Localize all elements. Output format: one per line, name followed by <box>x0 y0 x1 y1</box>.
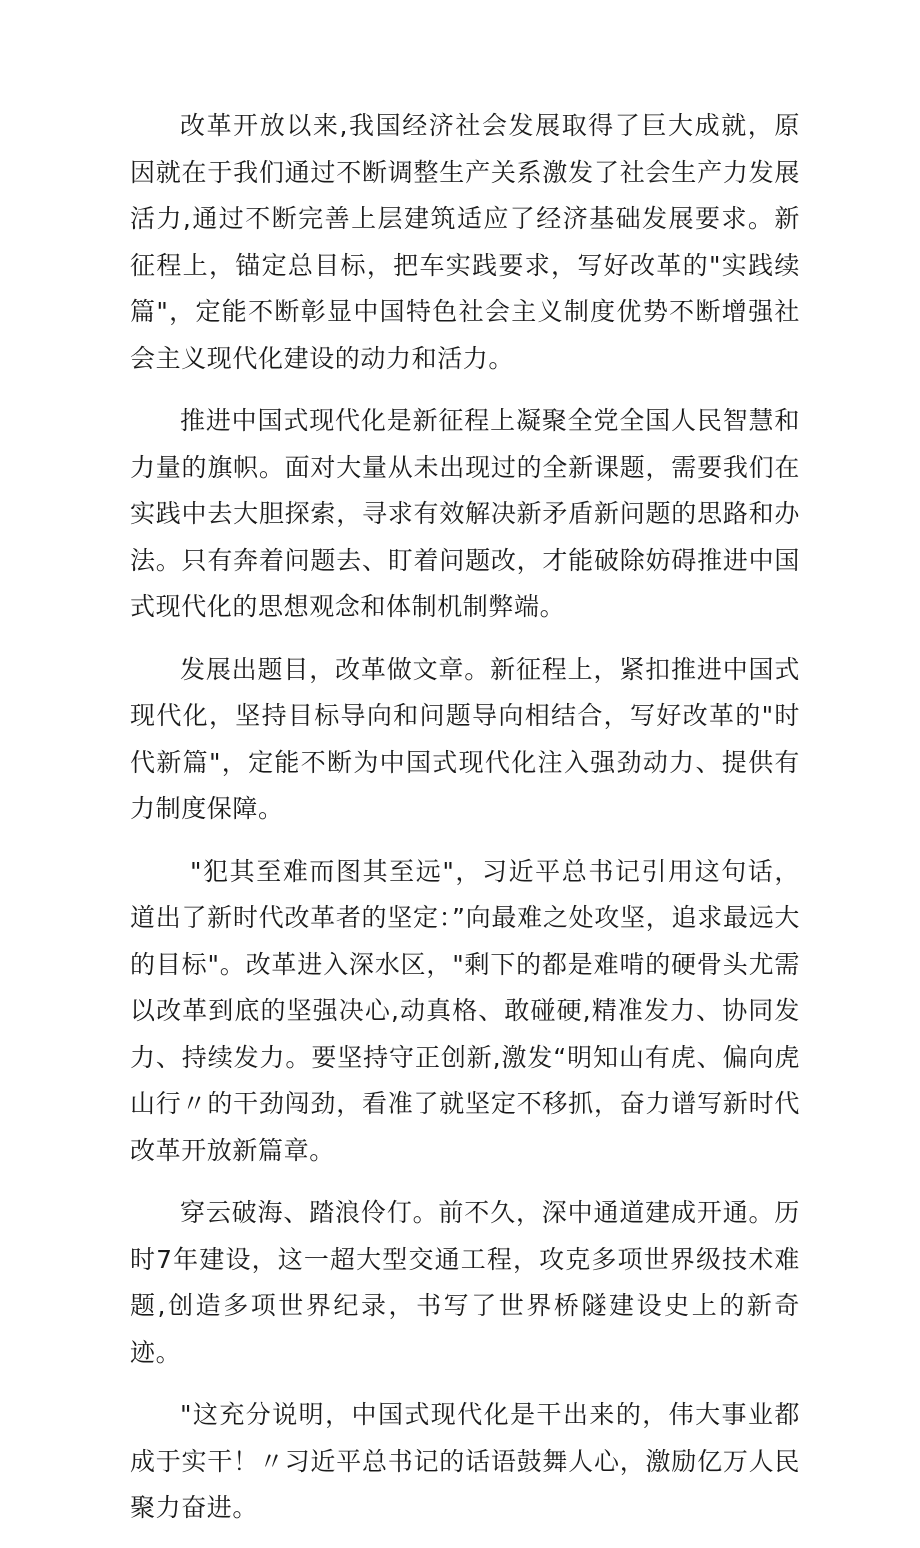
paragraph-3: 发展出题目，改革做文章。新征程上，紧扣推进中国式现代化，坚持目标导向和问题导向相结合，写好改革的"时代新篇"，定能不断为中国式现代化注入强劲动力、提供有力制度保障。 <box>130 654 800 823</box>
paragraph-4: "犯其至难而图其至远"，习近平总书记引用这句话，道出了新时代改革者的坚定：”向最难之处攻坚，追求最远大的目标"。改革进入深水区，"剩下的都是难啃的硬骨头尤需以改革到底的坚强决心,动真格、敢碰硬,精准发力、协同发力、持续发力。要坚持守正创新,激发“明知山有虎、偏向虎山行〃的干劲闯劲，看准了就坚定不移抓，奋力谱写新时代改革开放新篇章。 <box>130 856 800 1165</box>
paragraph-2: 推进中国式现代化是新征程上凝聚全党全国人民智慧和力量的旗帜。面对大量从未出现过的全新课题，需要我们在实践中去大胆探索，寻求有效解决新矛盾新问题的思路和办法。只有奔着问题去、盯着问题改，才能破除妨碍推进中国式现代化的思想观念和体制机制弊端。 <box>130 406 800 621</box>
paragraph-5: 穿云破海、踏浪伶仃。前不久，深中通道建成开通。历时7年建设，这一超大型交通工程，攻克多项世界级技术难题,创造多项世界纪录，书写了世界桥隧建设史上的新奇迹。 <box>130 1198 800 1367</box>
paragraph-6: "这充分说明，中国式现代化是干出来的，伟大事业都成于实干！〃习近平总书记的话语鼓舞人心，激励亿万人民聚力奋进。 <box>130 1400 800 1522</box>
document-body <box>130 103 800 1548</box>
paragraph-1: 改革开放以来,我国经济社会发展取得了巨大成就，原因就在于我们通过不断调整生产关系激发了社会生产力发展活力,通过不断完善上层建筑适应了经济基础发展要求。新征程上，锚定总目标，把车实践要求，写好改革的"实践续篇"，定能不断彰显中国特色社会主义制度优势不断增强社会主义现代化建设的动力和活力。 <box>130 111 800 373</box>
